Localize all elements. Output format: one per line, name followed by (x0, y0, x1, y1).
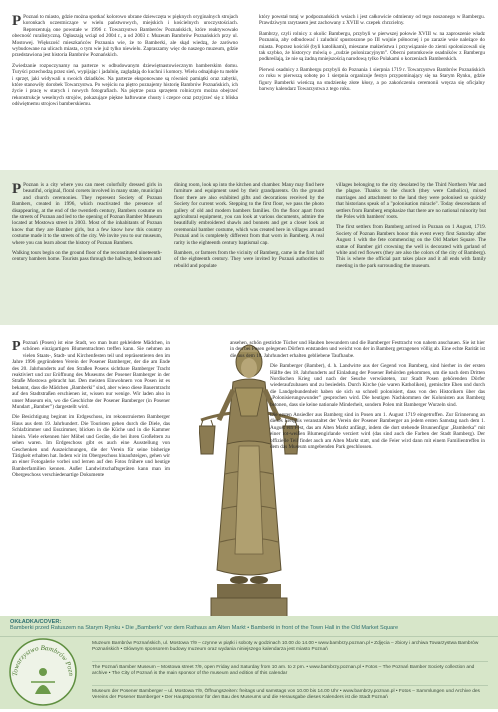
english-paragraph: Bambers, or farmers from the vicinity of Bamberg, came in the first half of the eighteenth century. They were invited by Poznań authorities to rebuild and populate (174, 250, 325, 269)
divider (92, 685, 488, 686)
english-column-2 (174, 182, 324, 273)
german-paragraph: Poznań (Posen) ist eine Stadt, wo man bunt gekleidete Mädchen, in schönen einzigartigen Blumentrachten treffen kann. Sie nehmen an vielen Staats-, Stadt- und Kirchenfesten teil und repräsentieren den im Jahre 1996 gegründeten Verein der Posener Bamberger, der die am Ende des 20. Jahrhunderts auf den Straßen Posens sichtbare Bamberger Tracht reaktiviert und zur Eröffnung des Museums der Posener Bamberger in der Straße Mostowa gebracht hat. Den meisten Einwohnern von Posen ist es bekannt, dass die Mädchen „Bamberki” sind, aber wieso diese Bauerntracht auf den Stadtstraßen erschienen ist, wissen nur wenige. Wir laden also in unser Museum ein, wo die Geschichte der Posener Bamberger (in Posener Mundart „Bamber”) dargestellt wird. (12, 340, 170, 411)
german-column-1 (12, 340, 170, 483)
society-logo (3, 632, 83, 712)
german-column-2 (230, 340, 485, 455)
english-paragraph: Poznan is a city where you can meet colorfully dressed girls in beautiful, original, floral corsets involved in many state, municipal and church ceremonies. They represent Society of Poznan Bambers, created in 1996, which reactivated the presence of disappearing, at the end of the twentieth century, Bambers costume on the streets of Poznan and led to the opening of Poznan Bamber Museum located at Mostowa street in 2003. Most of the inhabitants of Poznan know that they are Bamber girls, but a few know how this country costume made it to the streets of the city. We invite you to our museum, where you can learn about the history of Poznan Bambers. (12, 182, 162, 246)
footer-german: Museum der Posener Bamberger – ul. Mostowa 7/9, Öffnungszeiten: freitags und samstags von 10.00 bis 14.00 Uhr • www.bambrzy.poznan.pl • Fotos – Sammlungen und Archive des Vereins der Posener Bamberger • Der Hauptsponsor für den Bau des Museums und die Herausgabe dieses Kalenders ist die Stadt Poznań (92, 689, 480, 700)
polish-column-1 (12, 14, 238, 112)
polish-paragraph: który powstał tutaj w podpoznańskich wsiach i jest całkowicie odmienny od tego noszonego w Bambergu. Prawdziwym rarytasem jest zachowany z XVIII w. czepek chrzcielny. (259, 14, 485, 27)
cover-text: Bamberki przed Ratuszem na Starym Rynku • Die „Bamberki” vor dem Rathaus am Alten Markt • Bamberki in front of the Town Hall in the Old Market Square (10, 625, 399, 631)
polish-paragraph: Zwiedzanie rozpoczynamy na parterze w odbudowanym dziewiętnastowiecznym bamberskim domu. Turyści przechodzą przez sień, wypijając i jadalnię, zaglądają do kuchni i komory. Wielu odnajduje tu meble i sprzęt, jaki widywali u swoich dziadków. Na parterze eksponowane są również pamiątki oraz zabytki, które stanowiły dorobek Towarzystwa. Po wejściu na piętro poznajemy historię Bambrów Poznańskich, ich życie i pracę w starych i nowych fotografiach. Na piętrze poza sprzętem rolniczym można obejrzeć rekonstrukcje weselnych strojów, pokazujące piękne haftowane chusty i czepce oraz przyjrzeć się z bliska odświętnemu strojowi bamberskiemu. (12, 62, 238, 108)
german-paragraph: ansehen, schön gestickte Tücher und Hauben bewundern und die Bamberger Festtracht von nahem anschauen. Sie ist hier in den bei Posen gelegenen Dörfern entstanden und weicht von der in Bamberg getragenen völlig ab. Eine echte Rarität ist die aus dem 18. Jahrhundert erhalten gebliebene Taufhaube. (230, 340, 485, 359)
english-paragraph: The first settlers from Bamberg arrived in Poznan on 1 August, 1719. Society of Poznan Bambers honor this event every first Saturday after August 1 with the fete commencing on the Old Market Square. The statue of Bamber girl crowning the well is decorated with garland of white and red flowers (they are also the colors of the city of Bamberg). This is where the official part takes place and it all ends with family meeting in the park surrounding the museum. (336, 224, 486, 269)
cover-caption (10, 619, 398, 631)
drop-cap: P (12, 181, 22, 197)
english-paragraph: Walking tours begin on the ground floor of the reconstituted nineteenth-century bambers home. Tourists pass through the hallway, bedroom and (12, 250, 162, 263)
english-column-1 (12, 182, 162, 267)
drop-cap: P (12, 13, 22, 29)
cover-label: OKŁADKA/COVER: (10, 619, 62, 625)
english-column-3 (336, 182, 486, 273)
german-paragraph: Die Bamberger (Bamber), d. h. Landwirte aus der Gegend von Bamberg, sind hierher in der ersten Hälfte des 18. Jahrhunderts auf Einladung der Posener Behörden gekommen, um die nach dem Dritten Nordischen Krieg und nach der Seuche verwüsteten, zur Stadt Posen gehörenden Dörfer wiederaufzubauen und zu besiedeln. Durch Kirche (sie waren Katholiken), gemischte Ehen und durch die Landgebundenheit haben sie sich so schnell polonisiert, dass von den Historikern über das „Polonisierungswunder” gesprochen wird. Die heutigen Nachkommen der Kolonisten aus Bamberg betonen, dass sie keine nationale Minderheit, sondern Polen mit Bamberger Wurzeln sind. (270, 363, 485, 408)
english-paragraph: dining room, look up into the kitchen and chamber. Many may find here furniture and equipment used by their grandparents. On the ground floor there are also exhibited gifts and decorations received by the Society for current work. Stepping to the first floor, we pass the photo gallery of old and modern bambers families. On the floor apart from agricultural equipment, you can look at various documents, admire the beautifully embroidered shawls and bonnets and get a closer look at ceremonial bamber costume, which was created here in villages around Poznań and is completely different from that worn in Bamberg. A real rarity is the eighteenth century baptismal cap. (174, 182, 324, 246)
divider (92, 661, 488, 662)
polish-paragraph: Pierwsi osadnicy z Bambergu przybyli do Poznania 1 sierpnia 1719 r. Towarzystwo Bambrów Poznańskich co roku w pierwszą sobotę po 1 sierpnia organizuje festyn przypominający się na Starym Rynku, gdzie figury Bamberki wieńczą na studzienkę złote kłosy, a po zakończeniu ceremonii wręcza się oficjalny barwny kalendarz Towarzystwa z tego roku. (259, 66, 485, 93)
german-paragraph: Die Besichtigung beginnt im Erdgeschoss, im rekonstruierten Bamberger Haus aus dem 19. Jahrhundert. Die Touristen gehen durch die Diele, das Schlafzimmer und Esszimmer, blicken in die Küche und in die Kammer hinein. Viele erkennen hier Möbel und Geräte, die bei ihren Großeltern zu sehen waren. Im Erdgeschoss gibt es auch eine Ausstellung von Geschenken und Auszeichnungen, die der Verein für seine bisherige Tätigkeit erhalten hat. Indem wir im Obergeschoss hinaufsteigen, gehen wir an einer Fotogalerie vorbei und lernen auf den Fotos frühere und heutige Bamberfamilien kennen. Außer Landwirtschaftsgeräten kann man im Obergeschoss verschiedenartige Dokumente (12, 414, 170, 479)
english-paragraph: villages belonging to the city desolated by the Third Northern War and the plague. Thanks to the church (they were Catholics), mixed marriages and attachment to the land they were polonised so quickly that historians speak of a "polonisation miracle". Today descendants of settlers from Bamberg emphasize that there are no national minority but the Poles with bambers' roots. (336, 182, 486, 221)
logo-text: Towarzystwo Bambrów Pozn (10, 643, 76, 677)
polish-paragraph: Poznań to miasto, gdzie można spotkać kolorowo ubrane dziewczęta w pięknych oryginalnych strojach koronkach uczestniczące w wielu państwowych, miejskich i kościelnych uroczystościach. Reprezentują one powstałe w 1996 r. Towarzystwo Bamberów Poznańskich, które reaktywowało obecność ruralistyczną. Ogłaszają wciąż od 2004 r., a od 2003 r. Muzeum Bambrów Poznańskich przy ul. Mostowej. Większość mieszkańców Poznania wie, że to Bamberki, ale skąd wiedzą, że zarówno wybudowane na ulicach miasta, o tym wie już tylko niewielu. Zapraszamy więc do naszego muzeum, gdzie przedstawiona jest historia Bambrów Poznańskich. (12, 14, 238, 59)
polish-column-2 (259, 14, 485, 96)
footer-english: The Poznań Bamber Museum – Mostowa street 7/9, open Friday and Saturday from 10 am. to 2 pm. • www.bambrzy.poznan.pl • Fotos – The Poznań Bamber Society collection and archive • The City of Poznań is the main sponsor of the museum and edition of this calendar (92, 665, 475, 676)
footer-polish: Muzeum Bambrów Poznańskich, ul. Mostowa 7/9 – czynne w piątki i soboty w godzinach 10.00 do 14.00 • www.bambrzy.poznan.pl • Zdjęcia – zbiory i archiwa Towarzystwa Bambrów Poznańskich • Głównym sponsorem budowy muzeum oraz wydania niniejszego kalendarza jest miasto Poznań (92, 641, 479, 652)
polish-paragraph: Bambrzy, czyli rolnicy z okolic Bambergu, przybyli w pierwszej połowie XVIII w. na zaproszenie władz Poznania, aby odbudować i zaludnić spustoszone po III wojnie północnej i po zarazie wsie należące do miasta. Poprzez kościół (byli katolikami), mieszane małżeństwa i przywiązanie do ziemi spolonizowali się tak szybko, że historycy mówią o „cudzie polonizacyjnym”. Obecni potomkowie osadników z Bambergu podkreślają, że nie są żadną mniejszością narodową tylko Polakami o korzeniach Bamberskich. (259, 30, 485, 63)
german-paragraph: Die ersten Ansiedler aus Bamberg sind in Posen am 1. August 1719 eingetroffen. Zur Erinnerung an dieses Ereignis veranstaltet der Verein der Posener Bamberger an jedem ersten Samstag nach dem 1. August ein Fest, das am Alten Markt anfängt, indem die dort stehende Brunnenfigur „Bamberka” mit einer rot-weißen Blumengirlande verziert wird (das sind auch die Farben der Stadt Bamberg). Der offizielle Teil findet auch am Alten Markt statt, und die Feier wird dann mit einem Familientreffen in dem das Museum umgebenden Park geschlossen. (270, 412, 485, 451)
drop-cap: P (12, 339, 21, 354)
